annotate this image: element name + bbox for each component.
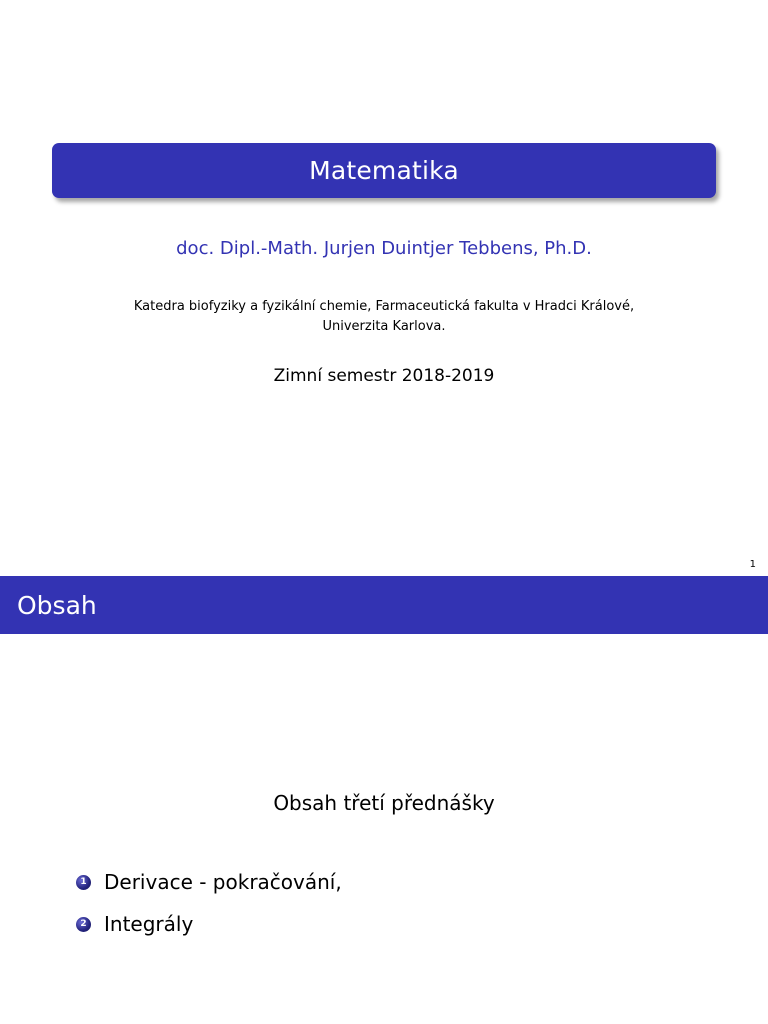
list-item [76, 870, 342, 894]
page-number: 1 [749, 559, 756, 570]
numbered-ball-icon: 2 [76, 917, 91, 932]
presentation-title-box [52, 143, 716, 198]
institute-line-2: Univerzita Karlova. [322, 319, 446, 334]
frame-title-bar [0, 576, 768, 634]
frame-title: Obsah [17, 590, 97, 620]
list-item [76, 912, 193, 936]
institute-line-1: Katedra biofyziky a fyzikální chemie, Farmaceutická fakulta v Hradci Králové, [133, 299, 635, 314]
author-name: doc. Dipl.-Math. Jurjen Duintjer Tebbens, Ph.D. [176, 238, 592, 259]
contents-slide [0, 576, 768, 1024]
institute [0, 297, 768, 337]
presentation-title: Matematika [309, 156, 459, 185]
lecture-contents-heading: Obsah třetí přednášky [273, 791, 495, 815]
numbered-ball-icon: 1 [76, 875, 91, 890]
semester-date: Zimní semestr 2018-2019 [273, 366, 495, 386]
list-item-text: Derivace - pokračování, [104, 870, 342, 894]
list-item-text: Integrály [104, 912, 194, 936]
